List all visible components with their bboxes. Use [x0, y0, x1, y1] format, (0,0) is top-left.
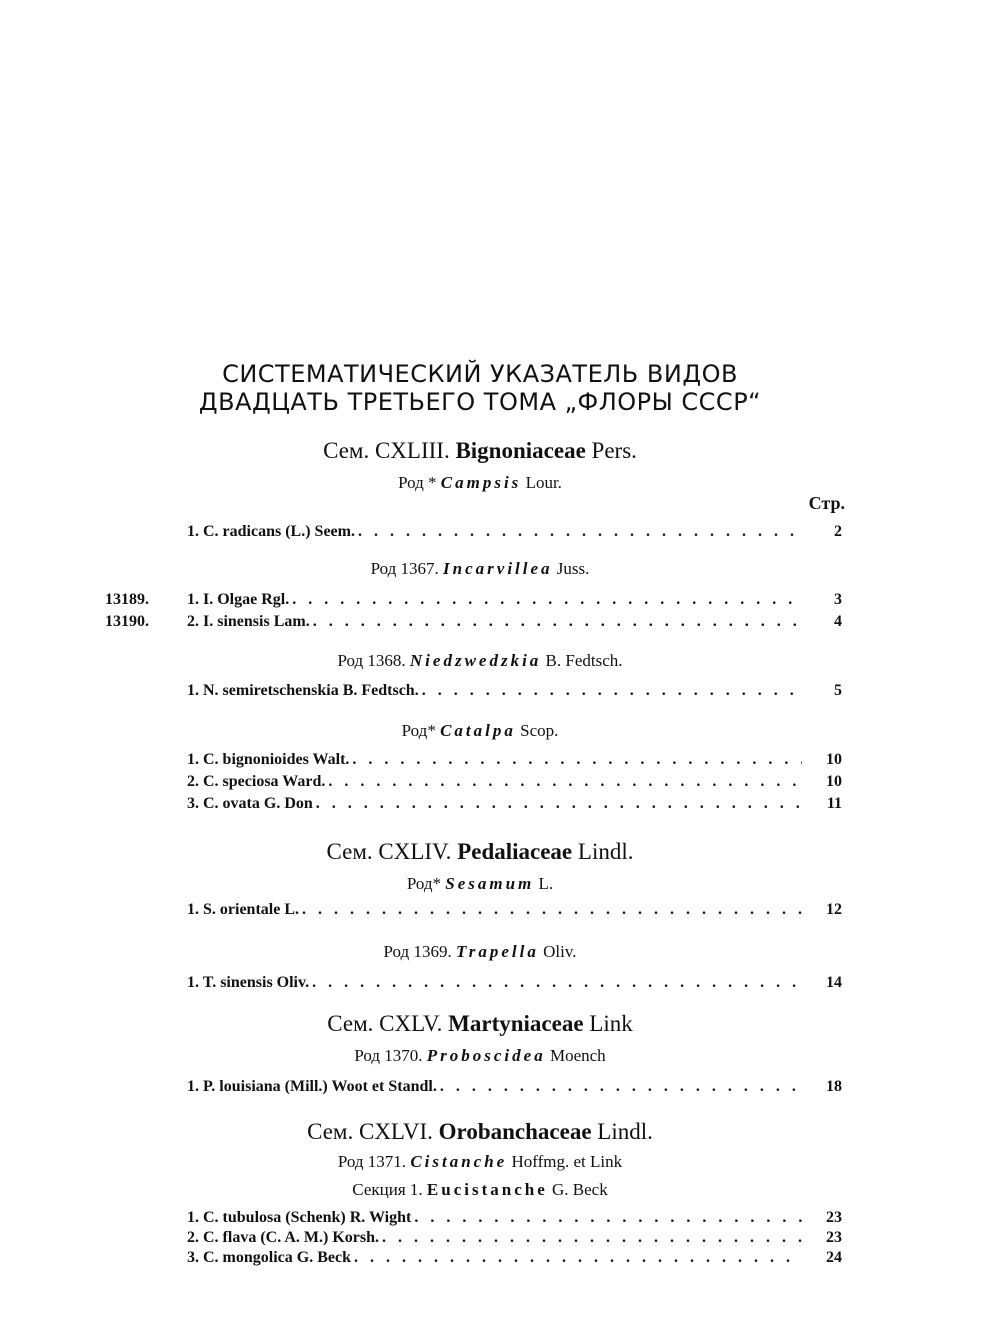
species-name: 1. I. Olgae Rgl. [187, 591, 290, 608]
family-heading: Сем. CXLVI. Orobanchaceae Lindl. [307, 1119, 653, 1144]
family-heading: Сем. CXLIII. Bignoniaceae Pers. [323, 438, 637, 463]
species-row [187, 793, 842, 815]
species-row [187, 771, 842, 793]
species-row [187, 1227, 842, 1249]
page-column-label: Стр. [808, 493, 845, 513]
leader-dots [379, 1227, 802, 1249]
page-number: 10 [826, 751, 842, 768]
family-heading: Сем. CXLIV. Pedaliaceae Lindl. [326, 839, 634, 864]
page-number: 23 [826, 1229, 842, 1246]
species-name: 2. C. flava (C. A. M.) Korsh. [187, 1229, 379, 1246]
species-name: 1. N. semiretschenskia B. Fedtsch. [187, 682, 419, 699]
page-number: 24 [826, 1249, 842, 1266]
species-row [187, 589, 842, 611]
genus-heading: Род* Sesamum L. [406, 874, 554, 893]
family-heading: Сем. CXLV. Martyniaceae Link [327, 1011, 633, 1036]
species-name: 1. C. bignonioides Walt. [187, 751, 350, 768]
species-name: 2. I. sinensis Lam. [187, 613, 310, 630]
page-number: 11 [826, 795, 842, 812]
genus-heading: Род 1370. Proboscidea Moench [354, 1046, 606, 1065]
species-row [187, 1076, 842, 1098]
species-row [187, 611, 842, 633]
page-number: 23 [826, 1209, 842, 1226]
leader-dots [299, 899, 802, 921]
leader-dots [349, 749, 802, 771]
genus-heading: Род * Campsis Lour. [398, 473, 562, 492]
page-number: 4 [834, 613, 842, 630]
genus-heading: Род* Catalpa Scop. [401, 721, 559, 740]
species-row [187, 972, 842, 994]
leader-dots [289, 589, 802, 611]
species-row [187, 680, 842, 702]
page-number: 12 [826, 901, 842, 918]
genus-heading: Род 1368. Niedzwedzkia B. Fedtsch. [337, 651, 623, 670]
species-name: 1. C. radicans (L.) Seem. [187, 523, 355, 540]
page-number: 3 [834, 591, 842, 608]
species-number: 13189. [105, 591, 149, 608]
leader-dots [437, 1076, 802, 1098]
leader-dots [309, 972, 802, 994]
genus-heading: Род 1367. Incarvillea Juss. [370, 559, 590, 578]
species-name: 3. C. ovata G. Don [187, 795, 313, 812]
index-title-line-1: СИСТЕМАТИЧЕСКИЙ УКАЗАТЕЛЬ ВИДОВ [222, 360, 738, 388]
page-number: 5 [834, 682, 842, 699]
genus-heading: Род 1371. Cistanche Hoffmg. et Link [337, 1152, 623, 1171]
species-name: 2. C. speciosa Ward. [187, 773, 326, 790]
index-title-line-2: ДВАДЦАТЬ ТРЕТЬЕГО ТОМА „ФЛОРЫ СССР“ [198, 388, 762, 416]
species-row [187, 749, 842, 771]
section-heading: Секция 1. Eucistanche G. Beck [352, 1180, 608, 1199]
leader-dots [325, 771, 802, 793]
species-name: 1. P. louisiana (Mill.) Woot et Standl. [187, 1078, 437, 1095]
page-number: 10 [826, 773, 842, 790]
species-name: 1. C. tubulosa (Schenk) R. Wight [187, 1209, 412, 1226]
leader-dots [355, 521, 802, 543]
page-number: 14 [826, 974, 842, 991]
species-row [187, 1247, 842, 1269]
page-number: 18 [826, 1078, 842, 1095]
genus-heading: Род 1369. Trapella Oliv. [383, 942, 577, 961]
species-row [187, 1207, 842, 1229]
leader-dots [419, 680, 802, 702]
species-name: 1. T. sinensis Oliv. [187, 974, 310, 991]
species-number: 13190. [105, 613, 149, 630]
leader-dots [310, 611, 802, 633]
species-name: 1. S. orientale L. [187, 901, 299, 918]
species-name: 3. C. mongolica G. Beck [187, 1249, 351, 1266]
leader-dots [313, 793, 802, 815]
leader-dots [411, 1207, 802, 1229]
species-row [187, 899, 842, 921]
species-row [187, 521, 842, 543]
leader-dots [351, 1247, 802, 1269]
page-number: 2 [834, 523, 842, 540]
